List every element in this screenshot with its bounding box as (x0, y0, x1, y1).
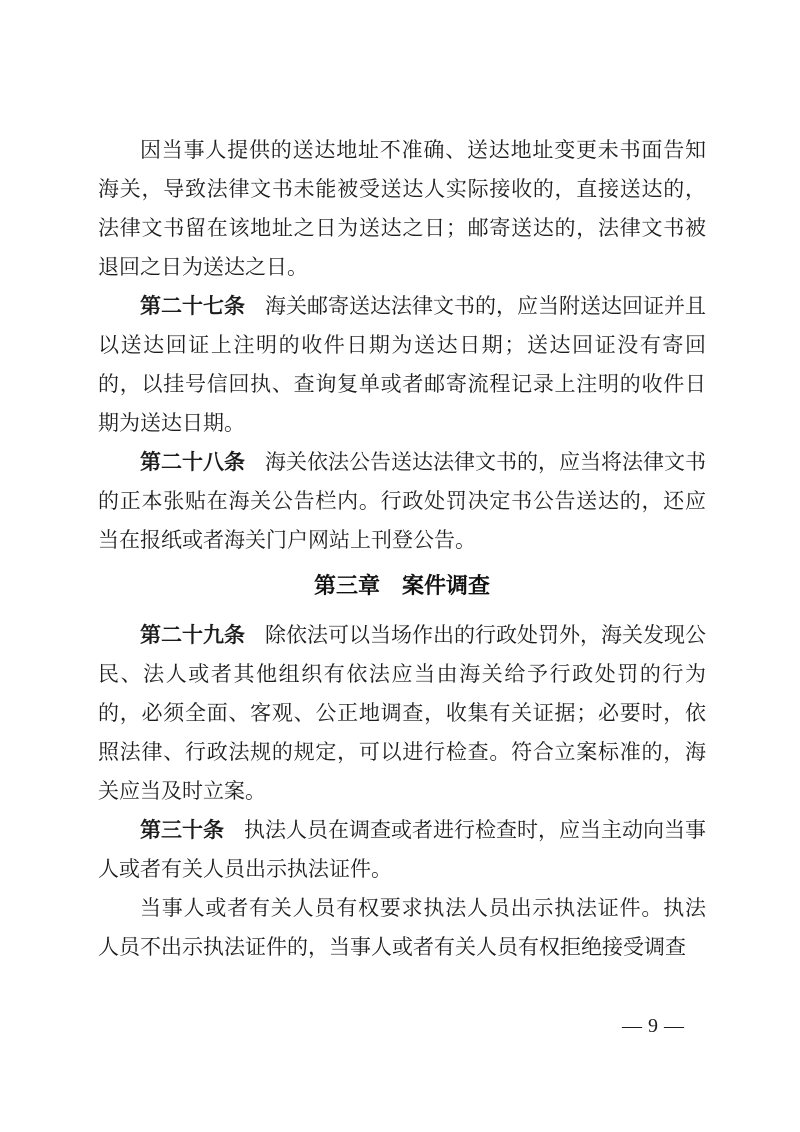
paragraph-text: 因当事人提供的送达地址不准确、送达地址变更未书面告知海关，导致法律文书未能被受送达人实际接收的，直接送达的，法律文书留在该地址之日为送达之日；邮寄送达的，法律文书被退回之日为送达之日。 (98, 138, 706, 279)
footer-dash-left: — (622, 1015, 642, 1037)
body-paragraph (98, 889, 706, 967)
footer-page-number: 9 (648, 1015, 658, 1037)
article-number: 第二十八条 (140, 450, 246, 474)
paragraph-text: 执法人员在调查或者进行检查时，应当主动向当事人或者有关人员出示执法证件。 (98, 818, 707, 881)
body-paragraph (98, 811, 706, 889)
paragraph-text: 海关依法公告送达法律文书的，应当将法律文书的正本张贴在海关公告栏内。行政处罚决定书公告送达的，还应当在报纸或者海关门户网站上刊登公告。 (98, 450, 707, 552)
article-number: 第三十条 (140, 818, 225, 842)
body-paragraph (98, 616, 706, 811)
page-footer (622, 1012, 684, 1040)
paragraph-text: 除依法可以当场作出的行政处罚外，海关发现公民、法人或者其他组织有依法应当由海关给予行政处罚的行为的，必须全面、客观、公正地调查，收集有关证据；必要时，依照法律、行政法规的规定，可以进行检查。符合立案标准的，海关应当及时立案。 (98, 623, 707, 803)
body-paragraph (98, 131, 706, 287)
chapter-heading: 第三章 案件调查 (313, 573, 490, 598)
body-paragraph (98, 443, 706, 560)
body-paragraph (98, 287, 706, 443)
page-content (98, 131, 706, 967)
paragraph-text: 当事人或者有关人员有权要求执法人员出示执法证件。执法人员不出示执法证件的，当事人或者有关人员有权拒绝接受调查 (98, 896, 706, 959)
footer-dash-right: — (664, 1015, 684, 1037)
paragraph-text: 海关邮寄送达法律文书的，应当附送达回证并且以送达回证上注明的收件日期为送达日期；送达回证没有寄回的，以挂号信回执、查询复单或者邮寄流程记录上注明的收件日期为送达日期。 (98, 294, 707, 435)
article-number: 第二十九条 (140, 623, 246, 647)
article-number: 第二十七条 (140, 294, 246, 318)
